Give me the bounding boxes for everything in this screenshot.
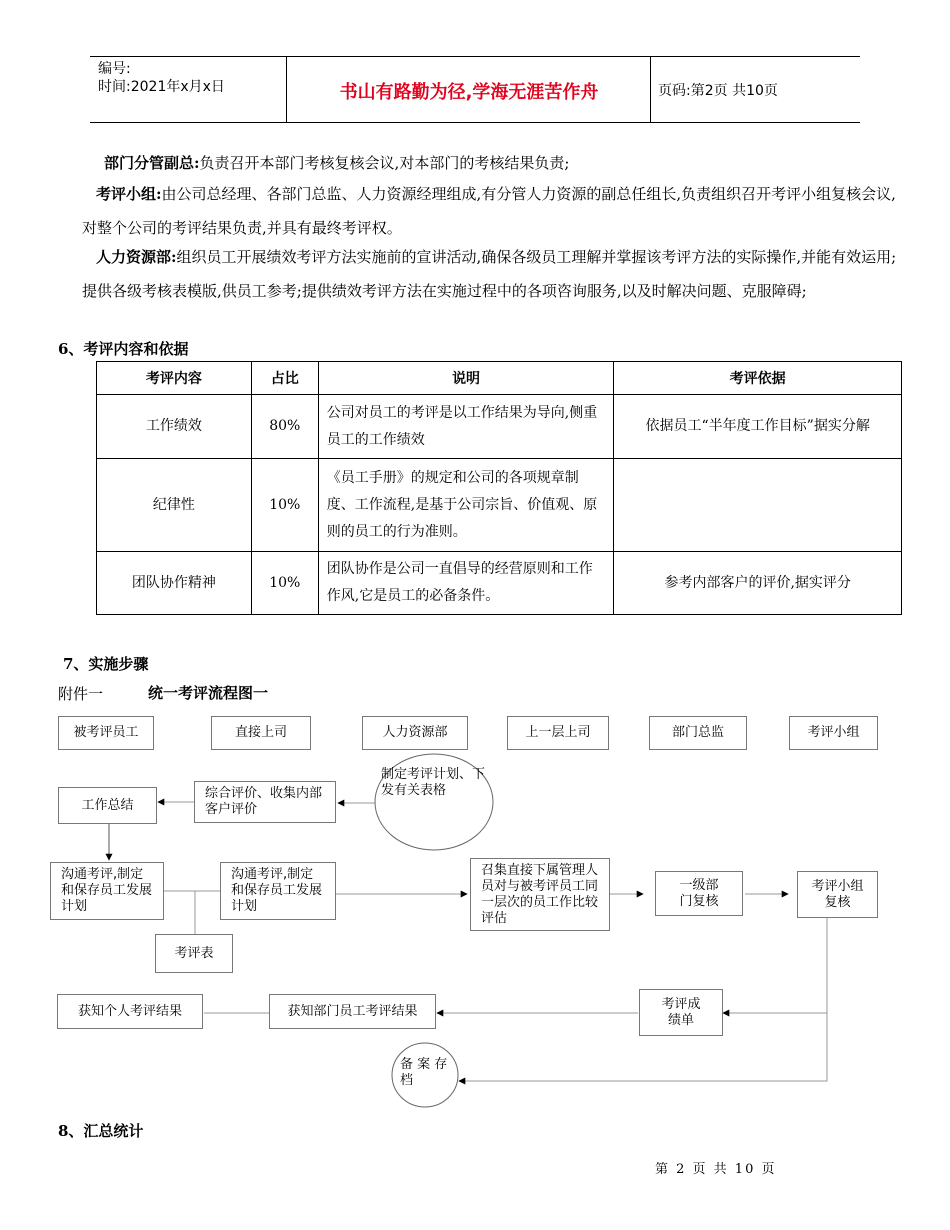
role-title: 考评小组: (96, 185, 162, 203)
header-motto: 书山有路勤为径,学海无涯苦作舟 (339, 82, 599, 103)
role-text: 由公司总经理、各部门总监、人力资源经理组成,有分管人力资源的副总任组长,负责组织召开考评小组复核会议,对整个公司的考评结果负责,并具有最终考评权。 (82, 185, 896, 237)
column-header: 考评内容 (97, 362, 252, 395)
footer-page-number: 第 2 页 共 10 页 (655, 1162, 777, 1177)
dept-result-box: 获知部门员工考评结果 (269, 994, 436, 1029)
convene-comparison-box: 召集直接下属管理人员对与被考评员工同一层次的员工作比较评估 (470, 858, 610, 931)
lane-evaluation-group: 考评小组 (789, 716, 878, 750)
arrow-to-score-sheet (723, 918, 827, 1013)
communicate-employee-box: 沟通考评,制定和保存员工发展计划 (50, 862, 164, 920)
collect-evaluation-box: 综合评价、收集内部客户评价 (194, 781, 336, 823)
section-heading: 7、实施步骤 (63, 655, 149, 673)
cell-desc: 团队协作是公司一直倡导的经营原则和工作作风,它是员工的必备条件。 (318, 552, 614, 615)
work-summary-box: 工作总结 (58, 787, 157, 824)
section-heading: 8、汇总统计 (58, 1122, 144, 1140)
chart-title: 统一考评流程图一 (148, 684, 269, 702)
cell-ratio: 10% (251, 552, 318, 615)
cell-content: 团队协作精神 (97, 552, 252, 615)
section-heading: 6、考评内容和依据 (58, 340, 189, 358)
cell-content: 工作绩效 (97, 395, 252, 459)
plan-bubble-text: 制定考评计划、下发有关表格 (381, 767, 486, 798)
column-header: 考评依据 (614, 362, 902, 395)
level1-review-box: 一级部门复核 (655, 871, 743, 916)
header-page-number: 页码:第2页 共10页 (658, 83, 778, 99)
time-label: 时间:2021年x月x日 (98, 79, 225, 95)
lane-employee: 被考评员工 (58, 716, 154, 750)
role-text: 负责召开本部门考核复核会议,对本部门的考核结果负责; (199, 154, 570, 172)
cell-desc: 《员工手册》的规定和公司的各项规章制度、工作流程,是基于公司宗旨、价值观、原则的员工的行为准则。 (318, 459, 614, 552)
score-sheet-box: 考评成绩单 (639, 989, 723, 1036)
role-text: 组织员工开展绩效考评方法实施前的宣讲活动,确保各级员工理解并掌握该考评方法的实际操作,并能有效运用;提供各级考核表模版,供员工参考;提供绩效考评方法在实施过程中的各项咨询服务,以及时解决问题、克服障碍; (82, 248, 897, 300)
lane-hr-department: 人力资源部 (362, 716, 468, 750)
lane-direct-supervisor: 直接上司 (211, 716, 311, 750)
role-title: 部门分管副总: (104, 154, 200, 172)
archive-bubble-text: 备 案 存档 (400, 1057, 448, 1088)
lane-upper-supervisor: 上一层上司 (507, 716, 609, 750)
cell-basis: 参考内部客户的评价,据实评分 (614, 552, 902, 615)
communicate-supervisor-box: 沟通考评,制定和保存员工发展计划 (220, 862, 336, 920)
column-header: 说明 (318, 362, 614, 395)
cell-desc: 公司对员工的考评是以工作结果为导向,侧重员工的工作绩效 (318, 395, 614, 459)
cell-ratio: 10% (251, 459, 318, 552)
evaluation-form-box: 考评表 (155, 934, 233, 973)
role-title: 人力资源部: (96, 248, 177, 266)
cell-ratio: 80% (251, 395, 318, 459)
personal-result-box: 获知个人考评结果 (57, 994, 203, 1029)
column-header: 占比 (251, 362, 318, 395)
cell-basis: 依据员工“半年度工作目标”据实分解 (614, 395, 902, 459)
lane-department-director: 部门总监 (649, 716, 747, 750)
attachment-label: 附件一 (58, 685, 104, 703)
group-review-box: 考评小组复核 (797, 871, 878, 918)
cell-content: 纪律性 (97, 459, 252, 552)
code-label: 编号: (98, 61, 131, 77)
